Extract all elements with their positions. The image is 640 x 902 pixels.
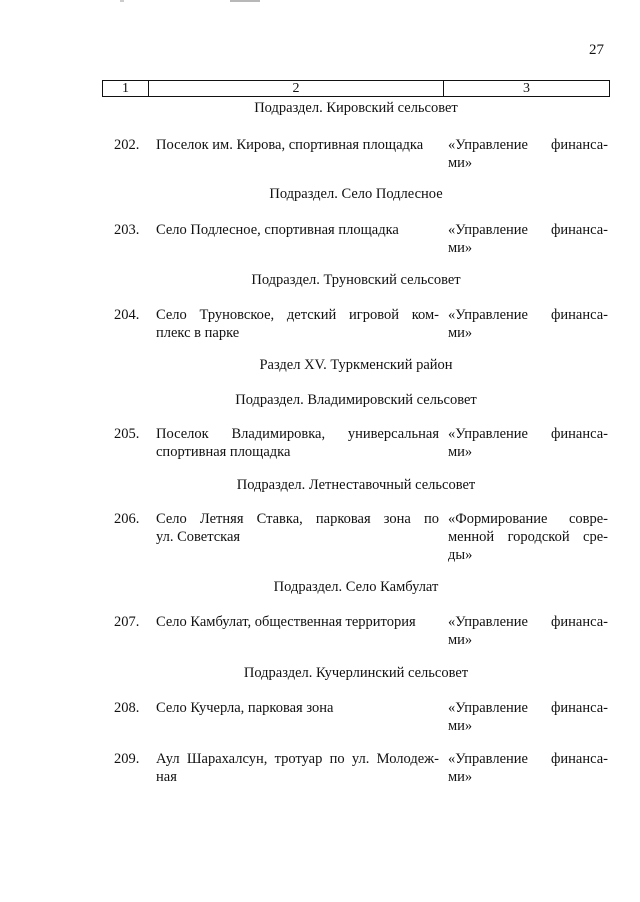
entry-number: 205.: [114, 426, 140, 442]
entry-number: 203.: [114, 222, 140, 238]
entry-number: 209.: [114, 751, 140, 767]
entry-program: [448, 136, 608, 172]
entry-text-line: Поселок Владимировка, универсальная: [156, 426, 439, 442]
entry-number: 202.: [114, 137, 140, 153]
entry-text: [156, 699, 439, 717]
program-line: «Формирование совре-: [448, 511, 608, 527]
entry-program: [448, 221, 608, 257]
entry-text: [156, 425, 439, 461]
program-line: менной городской сре-: [448, 529, 608, 545]
entry-text: [156, 510, 439, 546]
entry-text-line: Село Камбулат, общественная территория: [156, 614, 416, 630]
program-line: «Управление финанса-: [448, 137, 608, 153]
entry-text: [156, 221, 439, 239]
program-line: ми»: [448, 240, 473, 256]
program-line: «Управление финанса-: [448, 222, 608, 238]
subsection-heading: Подраздел. Кировский сельсовет: [254, 100, 458, 116]
program-line: ми»: [448, 718, 473, 734]
subsection-heading: Подраздел. Труновский сельсовет: [251, 272, 461, 288]
header-col-2: 2: [149, 81, 444, 96]
program-line: ми»: [448, 769, 473, 785]
program-line: ми»: [448, 632, 473, 648]
subsection-heading: Подраздел. Село Камбулат: [273, 579, 439, 595]
entry-program: [448, 699, 608, 735]
entry-text-line: Аул Шарахалсун, тротуар по ул. Молодеж-: [156, 751, 439, 767]
entry-text: [156, 750, 439, 786]
page-number: 27: [589, 42, 604, 58]
scan-artifact: [120, 0, 124, 2]
entry-text-line: Село Подлесное, спортивная площадка: [156, 222, 399, 238]
program-line: ми»: [448, 325, 473, 341]
entry-program: [448, 510, 608, 564]
scan-artifact: [230, 0, 260, 2]
program-line: ми»: [448, 444, 473, 460]
entry-number: 204.: [114, 307, 140, 323]
entry-text-line: ул. Советская: [156, 529, 241, 545]
program-line: «Управление финанса-: [448, 426, 608, 442]
subsection-heading: Подраздел. Владимировский сельсовет: [235, 392, 477, 408]
entry-number: 208.: [114, 700, 140, 716]
entry-text: [156, 136, 439, 154]
program-line: «Управление финанса-: [448, 751, 608, 767]
subsection-heading: Подраздел. Кучерлинский сельсовет: [243, 665, 469, 681]
header-col-1: 1: [103, 81, 149, 96]
entry-text: [156, 306, 439, 342]
entry-program: [448, 750, 608, 786]
program-line: ми»: [448, 155, 473, 171]
entry-text-line: Село Труновское, детский игровой ком-: [156, 307, 439, 323]
program-line: «Управление финанса-: [448, 307, 608, 323]
entry-text-line: Село Кучерла, парковая зона: [156, 700, 334, 716]
program-line: ды»: [448, 547, 473, 563]
entry-text-line: спортивная площадка: [156, 444, 291, 460]
header-col-3: 3: [523, 80, 530, 96]
table-header-row: [102, 80, 610, 97]
section-heading: Раздел XV. Туркменский район: [259, 357, 453, 373]
entry-program: [448, 306, 608, 342]
entry-program: [448, 613, 608, 649]
entry-text: [156, 613, 439, 631]
subsection-heading: Подраздел. Село Подлесное: [269, 186, 443, 202]
entry-text-line: Село Летняя Ставка, парковая зона по: [156, 511, 439, 527]
entry-text-line: Поселок им. Кирова, спортивная площадка: [156, 137, 424, 153]
entry-text-line: ная: [156, 769, 177, 785]
program-line: «Управление финанса-: [448, 614, 608, 630]
program-line: «Управление финанса-: [448, 700, 608, 716]
entry-number: 207.: [114, 614, 140, 630]
subsection-heading: Подраздел. Летнеставочный сельсовет: [236, 477, 476, 493]
entry-program: [448, 425, 608, 461]
entry-text-line: плекс в парке: [156, 325, 240, 341]
entry-number: 206.: [114, 511, 140, 527]
